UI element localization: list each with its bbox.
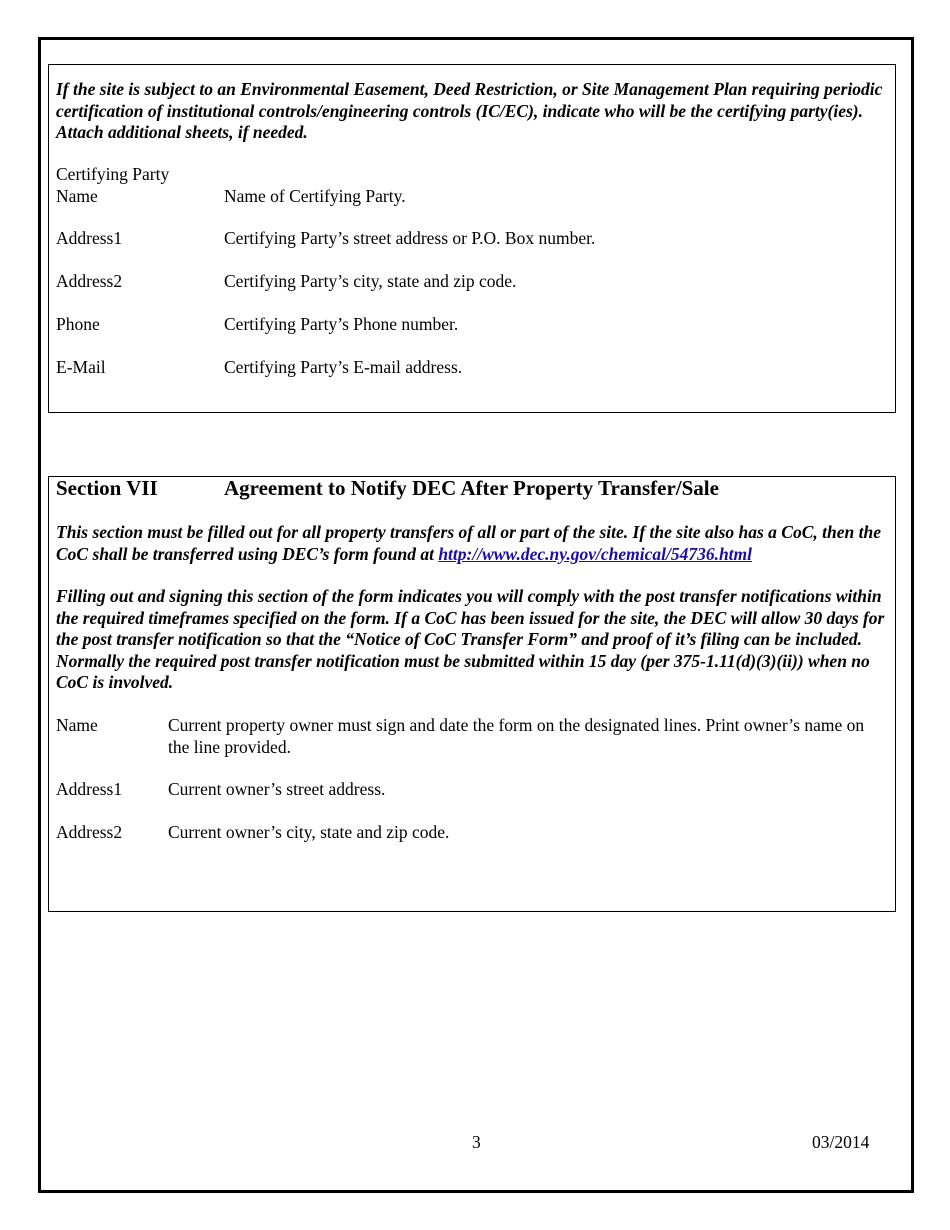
row-description: Certifying Party’s city, state and zip code. bbox=[224, 271, 517, 291]
row-description: Current owner’s city, state and zip code. bbox=[168, 822, 450, 842]
section-number: Section VII bbox=[56, 476, 158, 500]
row-description: Name of Certifying Party. bbox=[224, 185, 406, 206]
row-description: Certifying Party’s E-mail address. bbox=[224, 357, 463, 377]
row-description: Current property owner must sign and date the form on the designated lines. Print owner’s name on the line provided. bbox=[168, 715, 865, 757]
revision-date: 03/2014 bbox=[812, 1132, 870, 1152]
section-vii-paragraph-1: This section must be filled out for all property transfers of all or part of the site. If the site also has a CoC, then the CoC shall be transferred using DEC’s form found at http://www.dec.ny.gov/chemical/54736.html bbox=[56, 522, 881, 564]
row-description: Current owner’s street address. bbox=[168, 779, 386, 799]
owner-name-row bbox=[56, 715, 887, 759]
row-label: Name bbox=[56, 715, 98, 735]
certifying-party-intro: If the site is subject to an Environmental Easement, Deed Restriction, or Site Management Plan requiring periodic certification of institutional controls/engineering controls (IC/EC), indicate who will be the certifying party(ies). Attach additional sheets, if needed. bbox=[56, 79, 883, 142]
row-label: Address1 bbox=[56, 228, 123, 248]
row-label: Address2 bbox=[56, 271, 123, 291]
row-label: Address2 bbox=[56, 822, 123, 842]
row-label: Address1 bbox=[56, 779, 123, 799]
row-label: E-Mail bbox=[56, 357, 106, 377]
row-description: Certifying Party’s Phone number. bbox=[224, 314, 459, 334]
row-label: Certifying Party Name bbox=[56, 164, 170, 206]
certifying-party-box bbox=[48, 64, 896, 413]
row-label: Phone bbox=[56, 314, 100, 334]
page-number: 3 bbox=[472, 1132, 481, 1152]
section-vii-paragraph-2: Filling out and signing this section of the form indicates you will comply with the post transfer notifications within the required timeframes specified on the form. If a CoC has been issued for the site, the DEC will allow 30 days for the post transfer notification so that the “Notice of CoC Transfer Form” and proof of it’s filing can be included. Normally the required post transfer notification must be submitted within 15 day (per 375-1.11(d)(3)(ii)) when no CoC is involved. bbox=[56, 586, 885, 692]
section-vii-box bbox=[48, 476, 896, 912]
row-description: Certifying Party’s street address or P.O. Box number. bbox=[224, 228, 596, 248]
section-title: Agreement to Notify DEC After Property Transfer/Sale bbox=[224, 476, 719, 500]
certifying-party-name-row bbox=[56, 164, 887, 208]
coc-transfer-form-link[interactable]: http://www.dec.ny.gov/chemical/54736.html bbox=[438, 543, 753, 564]
